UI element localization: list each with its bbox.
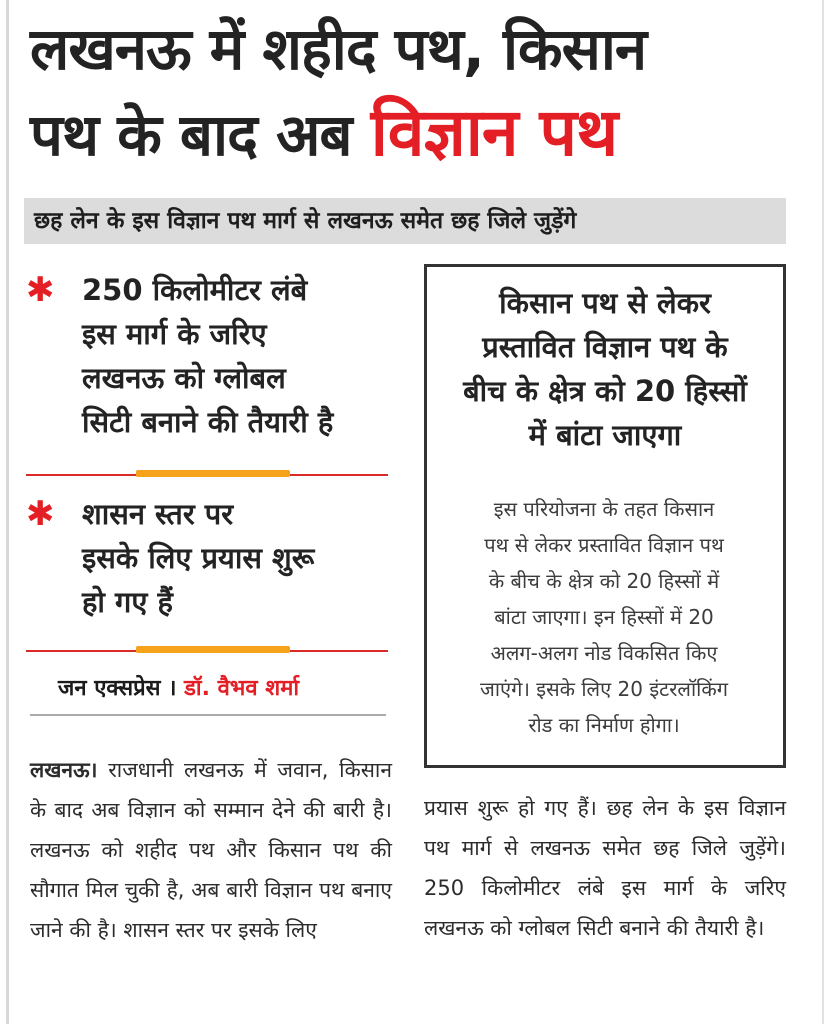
- asterisk-icon: ✱: [26, 494, 55, 534]
- headline-accent: विज्ञान पथ: [370, 94, 618, 171]
- article-column-left: [30, 750, 392, 950]
- highlight-line: 250 किलोमीटर लंबे: [82, 273, 308, 307]
- info-box-body-line: इस परियोजना के तहत किसान: [493, 497, 715, 521]
- headline-line-2-prefix: पथ के बाद अब: [30, 101, 352, 169]
- byline-author: डॉ. वैभव शर्मा: [184, 676, 300, 701]
- highlight-line: लखनऊ को ग्लोबल: [82, 361, 286, 395]
- orange-accent-bar: [136, 646, 290, 653]
- byline-source: जन एक्सप्रेस ।: [58, 676, 177, 701]
- byline: [58, 672, 299, 702]
- highlight-line: हो गए हैं: [82, 585, 173, 619]
- info-box-body-line: बांटा जाएगा। इन हिस्सों में 20: [494, 605, 714, 629]
- highlight-line: शासन स्तर पर: [82, 497, 234, 531]
- article-dateline: लखनऊ।: [30, 758, 98, 782]
- headline-line-2: [30, 94, 810, 171]
- subheadline: छह लेन के इस विज्ञान पथ मार्ग से लखनऊ समेत छह जिले जुड़ेंगे: [24, 198, 786, 244]
- info-box-heading-line: में बांटा जाएगा: [528, 418, 682, 452]
- page-edge-rule: [822, 0, 824, 1024]
- info-box-heading: [427, 281, 783, 457]
- highlight-1: [26, 268, 333, 444]
- info-box-body-line: पथ से लेकर प्रस्तावित विज्ञान पथ: [484, 533, 724, 557]
- article-column-right: प्रयास शुरू हो गए हैं। छह लेन के इस विज्ञान पथ मार्ग से लखनऊ समेत छह जिले जुड़ेंगे। 250 किलोमीटर लंबे इस मार्ग के जरिए लखनऊ को ग्लोबल सिटी बनाने की तैयारी है।: [424, 796, 786, 940]
- info-box: [424, 264, 786, 768]
- highlight-line: इस मार्ग के जरिए: [82, 317, 267, 351]
- info-box-body-line: के बीच के क्षेत्र को 20 हिस्सों में: [488, 569, 720, 593]
- grey-divider: [30, 714, 386, 716]
- article-text-left: राजधानी लखनऊ में जवान, किसान के बाद अब विज्ञान को सम्मान देने की बारी है। लखनऊ को शहीद पथ और किसान पथ की सौगात मिल चुकी है, अब बारी विज्ञान पथ बनाए जाने की है। शासन स्तर पर इसके लिए: [30, 758, 392, 942]
- info-box-body: [439, 491, 769, 743]
- info-box-body-line: अलग-अलग नोड विकसित किए: [490, 641, 718, 665]
- highlight-line: सिटी बनाने की तैयारी है: [82, 405, 334, 439]
- info-box-body-line: रोड का निर्माण होगा।: [528, 713, 680, 737]
- info-box-body-line: जाएंगे। इसके लिए 20 इंटरलॉकिंग: [480, 677, 728, 701]
- asterisk-icon: ✱: [26, 270, 55, 310]
- highlight-2: [26, 492, 314, 624]
- highlight-line: इसके लिए प्रयास शुरू: [82, 541, 315, 575]
- info-box-heading-line: प्रस्तावित विज्ञान पथ के: [482, 330, 728, 364]
- info-box-heading-line: किसान पथ से लेकर: [499, 286, 711, 320]
- orange-accent-bar: [136, 470, 290, 477]
- info-box-heading-line: बीच के क्षेत्र को 20 हिस्सों: [463, 374, 747, 408]
- page-edge-rule: [6, 0, 9, 1024]
- headline-line-1: लखनऊ में शहीद पथ, किसान: [30, 15, 647, 83]
